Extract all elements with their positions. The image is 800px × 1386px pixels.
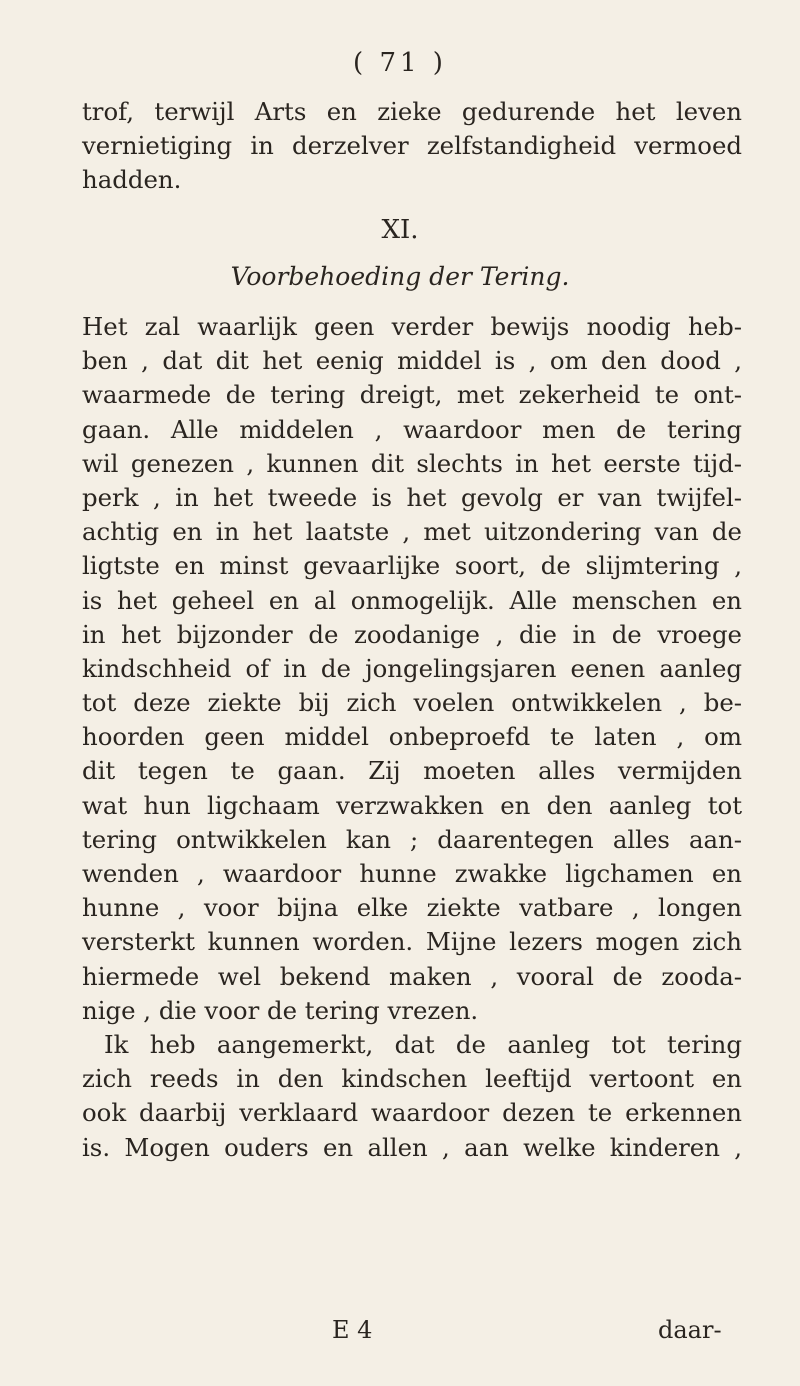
body-text xyxy=(82,310,742,1165)
text-line: wil genezen , kunnen dit slechts in het eerste tijd- xyxy=(82,448,742,478)
text-line: in het bijzonder de zoodanige , die in de vroege xyxy=(82,619,742,649)
text-line: hiermede wel bekend maken , vooral de zooda- xyxy=(82,961,742,991)
text-line: hadden. xyxy=(82,165,182,195)
text-line: wat hun ligchaam verzwakken en den aanleg tot xyxy=(82,790,742,820)
text-line: ook daarbij verklaard waardoor dezen te erkennen xyxy=(82,1098,742,1128)
text-line: gaan. Alle middelen , waardoor men de tering xyxy=(82,414,742,444)
text-line: versterkt kunnen worden. Mijne lezers mogen zich xyxy=(82,927,742,957)
text-line: ben , dat dit het eenig middel is , om den dood , xyxy=(82,346,742,376)
text-line: zich reeds in den kindschen leeftijd vertoont en xyxy=(82,1064,742,1094)
text-line: is. Mogen ouders en allen , aan welke kinderen , xyxy=(82,1132,742,1162)
text-line: vernietiging in derzelver zelfstandigheid vermoed xyxy=(82,131,742,161)
text-line: dit tegen te gaan. Zij moeten alles vermijden xyxy=(82,756,742,786)
page-number: ( 71 ) xyxy=(353,48,447,78)
text-line: hunne , voor bijna elke ziekte vatbare , longen xyxy=(82,893,742,923)
text-line: ligtste en minst gevaarlijke soort, de slijmtering , xyxy=(82,551,742,581)
text-line: waarmede de tering dreigt, met zekerheid te ont- xyxy=(82,380,742,410)
text-line: Ik heb aangemerkt, dat de aanleg tot tering xyxy=(104,1029,742,1059)
catchword: daar- xyxy=(658,1316,722,1344)
text-line: nige , die voor de tering vrezen. xyxy=(82,995,479,1025)
text-line: kindschheid of in de jongelingsjaren eenen aanleg xyxy=(82,653,742,683)
text-line: wenden , waardoor hunne zwakke ligchamen en xyxy=(82,859,742,888)
text-line: achtig en in het laatste , met uitzondering van de xyxy=(82,517,742,547)
text-line: tering ontwikkelen kan ; daarentegen alles aan- xyxy=(82,824,742,854)
signature-mark: E 4 xyxy=(332,1316,373,1344)
text-line: perk , in het tweede is het gevolg er van twijfel- xyxy=(82,482,742,512)
section-title: Voorbehoeding der Tering. xyxy=(230,262,570,291)
text-line: is het geheel en al onmogelijk. Alle menschen en xyxy=(82,585,742,615)
text-line: tot deze ziekte bij zich voelen ontwikkelen , be- xyxy=(82,688,742,718)
intro-paragraph xyxy=(82,95,742,198)
text-line: Het zal waarlijk geen verder bewijs noodig heb- xyxy=(82,312,742,341)
text-line: trof, terwijl Arts en zieke gedurende het leven xyxy=(82,97,742,126)
text-line: hoorden geen middel onbeproefd te laten , om xyxy=(82,722,742,752)
section-number: XI. xyxy=(381,215,419,245)
